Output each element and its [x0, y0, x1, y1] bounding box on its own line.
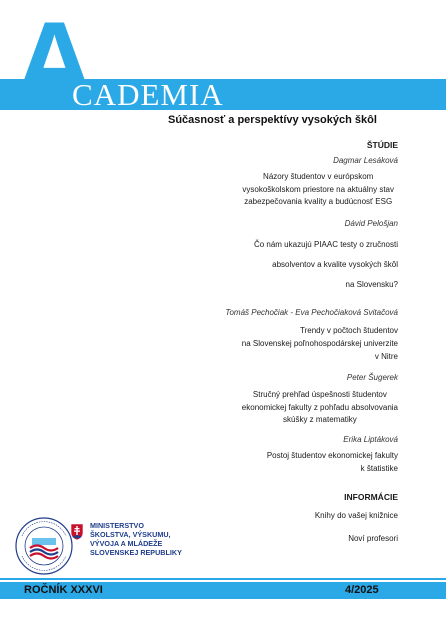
info-item: Knihy do vašej knižnice [314, 511, 398, 520]
article-title-line: v Nitre [374, 352, 398, 361]
information-heading: INFORMÁCIE [344, 492, 398, 502]
article-title-line: skúšky z matematiky [283, 415, 357, 424]
studies-heading: ŠTÚDIE [366, 140, 398, 150]
article-title-line: Postoj študentov ekonomickej fakulty [266, 451, 398, 460]
article-title-line: na Slovensku? [345, 280, 398, 289]
article-author: Dávid Pelošjan [344, 219, 398, 228]
logo-wordmark: CADEMIA [72, 77, 224, 112]
footer-rule [0, 578, 446, 580]
slovak-coat-of-arms-icon [70, 523, 84, 541]
article-title [242, 389, 398, 427]
article-title-line: Stručný prehľad úspešnosti študentov [252, 390, 387, 399]
article-title-line: zabezpečovania kvality a budúcnosť ESG [244, 197, 393, 206]
article-title-line: na Slovenskej poľnohospodárskej univerzite [241, 339, 398, 348]
ministry-name-line: ŠKOLSTVA, VÝSKUMU, [90, 530, 171, 539]
article-title-line: absolventov a kvalite vysokých škôl [272, 260, 398, 269]
volume-label: ROČNÍK XXXVI [24, 584, 103, 596]
article-title-line: k štatistike [360, 463, 398, 473]
article-author: Tomáš Pechočiak - Eva Pechočiaková Svitačová [225, 308, 398, 317]
article-title [242, 171, 394, 209]
article-title-line: Názory študentov v európskom [263, 172, 374, 181]
article-title [254, 235, 398, 295]
article-title-line: vysokoškolskom priestore na aktuálny stav [242, 184, 394, 194]
issue-number: 4/2025 [345, 584, 379, 596]
info-item: Noví profesori [348, 534, 398, 543]
article-title [267, 450, 398, 475]
article-title-line: Trendy v počtoch študentov [300, 326, 398, 335]
article-title-line: Čo nám ukazujú PIAAC testy o zručnosti [253, 240, 398, 249]
article-author: Peter Šugerek [346, 373, 398, 382]
ministry-name-line: SLOVENSKEJ REPUBLIKY [90, 548, 182, 557]
ministry-name-line: MINISTERSTVO [90, 521, 144, 530]
seal-logo-icon [14, 516, 74, 576]
article-author: Erika Liptáková [343, 435, 398, 444]
ministry-name [90, 521, 182, 557]
logo-letter-a: A [14, 0, 95, 124]
ministry-name-line: VÝVOJA A MLÁDEŽE [90, 539, 163, 548]
article-title-line: ekonomickej fakulty z pohľadu absolvovania [241, 402, 398, 412]
journal-subtitle: Súčasnosť a perspektívy vysokých škôl [168, 114, 377, 126]
article-title [242, 324, 398, 363]
article-author: Dagmar Lesáková [333, 156, 398, 165]
